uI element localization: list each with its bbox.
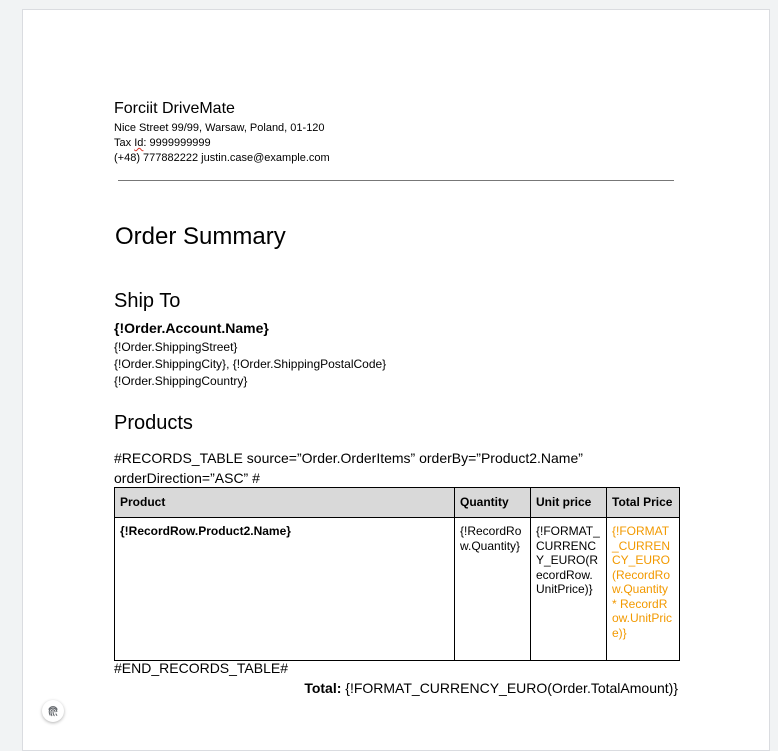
table-row	[115, 518, 680, 661]
column-header-unit-price: Unit price	[531, 488, 607, 518]
column-header-product: Product	[115, 488, 455, 518]
company-contact: (+48) 777882222 justin.case@example.com	[114, 152, 330, 164]
tax-id-word: Id	[134, 137, 144, 149]
horizontal-divider	[118, 180, 674, 181]
products-table	[114, 487, 680, 661]
shipping-street-field: {!Order.ShippingStreet}	[114, 340, 238, 354]
column-header-total-price: Total Price	[607, 488, 680, 518]
table-header-row	[115, 488, 680, 518]
end-records-table-tag: #END_RECORDS_TABLE#	[114, 660, 289, 676]
cell-product: {!RecordRow.Product2.Name}	[115, 518, 455, 661]
page-title: Order Summary	[115, 223, 286, 250]
cell-quantity: {!RecordRow.Quantity}	[455, 518, 531, 661]
records-table-tag: #RECORDS_TABLE source=”Order.OrderItems” orderBy=”Product2.Name”	[114, 450, 583, 466]
cell-unit-price: {!FORMAT_CURRENCY_EURO(RecordRow.UnitPrice)}	[531, 518, 607, 661]
company-name: Forciit DriveMate	[114, 100, 235, 117]
fingerprint-icon[interactable]	[42, 700, 64, 722]
products-heading: Products	[114, 412, 193, 434]
order-total	[304, 680, 678, 696]
account-name-field: {!Order.Account.Name}	[114, 320, 269, 336]
shipping-country-field: {!Order.ShippingCountry}	[114, 374, 248, 388]
company-address: Nice Street 99/99, Warsaw, Poland, 01-120	[114, 122, 325, 134]
shipping-city-postal-field: {!Order.ShippingCity}, {!Order.ShippingPostalCode}	[114, 357, 387, 371]
tax-label: Tax	[114, 137, 132, 149]
total-value: {!FORMAT_CURRENCY_EURO(Order.TotalAmount)}	[341, 680, 678, 696]
tax-value: : 9999999999	[143, 137, 211, 149]
ship-to-heading: Ship To	[114, 290, 181, 312]
records-table-tag-continued: orderDirection=”ASC” #	[114, 470, 260, 486]
cell-total-price: {!FORMAT_CURRENCY_EURO(RecordRow.Quantity * RecordRow.UnitPrice)}	[607, 518, 680, 661]
document-page	[22, 9, 770, 751]
total-label: Total:	[304, 680, 342, 696]
company-tax-id	[114, 137, 211, 149]
column-header-quantity: Quantity	[455, 488, 531, 518]
